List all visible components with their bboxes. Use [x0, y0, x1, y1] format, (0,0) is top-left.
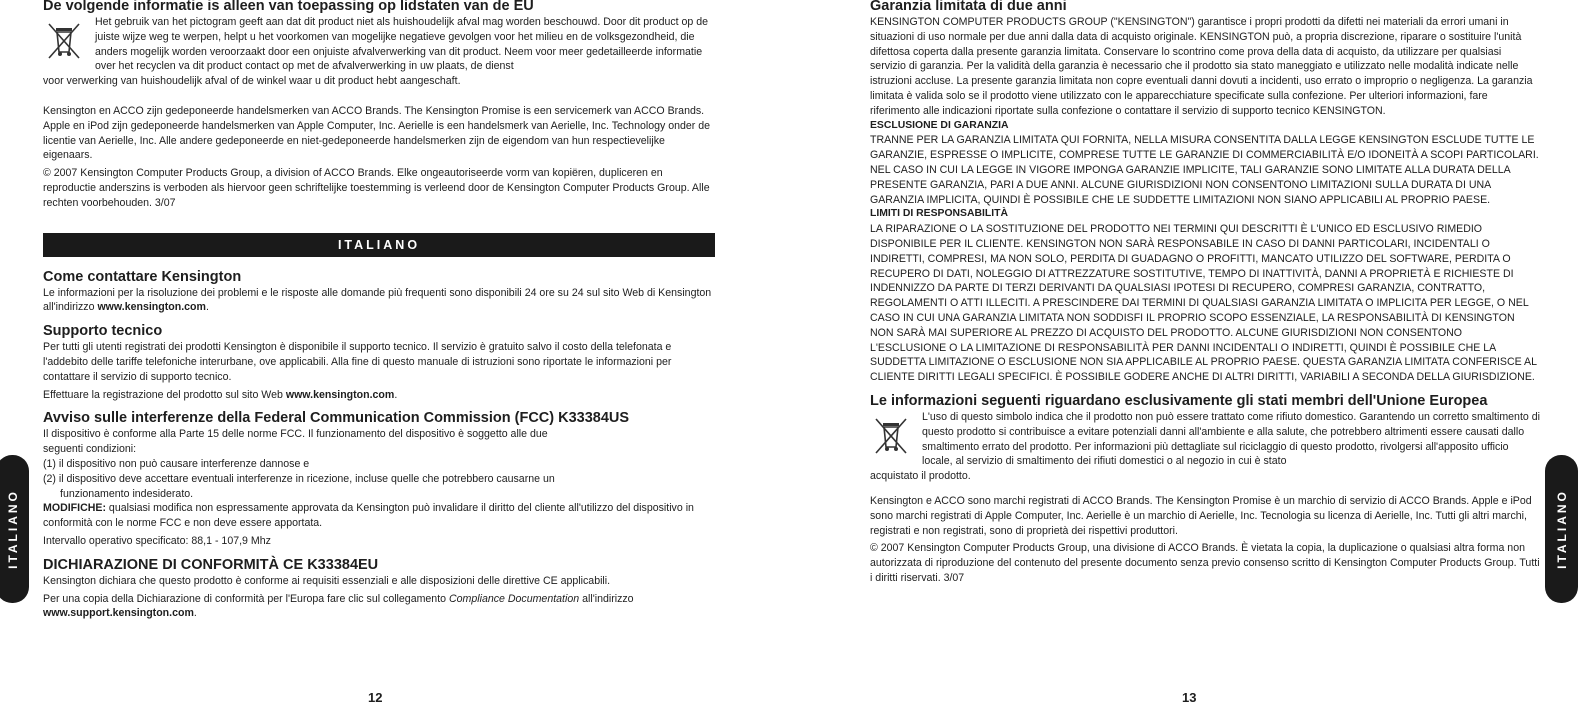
register-text: Effettuare la registrazione del prodotto sul sito Web www.kensington.com.	[43, 388, 398, 401]
liability-heading: LIMITI DI RESPONSABILITÀ	[870, 208, 1008, 220]
weee-heading-italian: Le informazioni seguenti riguardano esclusivamente gli stati membri dell'Unione Europea	[870, 392, 1488, 409]
exclusion-text: TRANNE PER LA GARANZIA LIMITATA QUI FORNITA, NELLA MISURA CONSENTITA DALLA LEGGE KENSINGTON ESCLUDE TUTTE LE GARANZIE, ESPRESSE O IMPLICITE, COMPRESE TUTTE LE GARANZIE DI COMMERCIABILITÀ E/O IDONEITÀ A SCOPI PARTICOLARI. NEL CASO IN CUI LA LEGGE IN VIGORE IMPONGA GARANZIE IMPLICITE, TALI GARANZIE SONO LIMITATE ALLA DURATA DELLA PRESENTE GARANZIA, PARI A DUE ANNI. ALCUNE GIURISDIZIONI NON CONSENTONO LIMITAZIONI SULLA DURATA DI UNA GARANZIA IMPLICITA, QUINDI È POSSIBILE CHE LE SUDDETTE LIMITAZIONI NON SIANO APPLICABILI AL PROPRIO PAESE.	[870, 134, 1539, 206]
language-bar: ITALIANO	[43, 233, 715, 257]
weee-heading-dutch: De volgende informatie is alleen van toepassing op lidstaten van de EU	[43, 0, 534, 14]
support-kensington-link[interactable]: www.support.kensington.com	[43, 607, 194, 620]
crossed-bin-icon	[870, 414, 912, 456]
weee-text-italian: L'uso di questo simbolo indica che il prodotto non può essere trattato come rifiuto domestico. Garantendo un corretto smaltimento di questo prodotto si contribuisce a evitare potenziali danni all'ambiente e alla salute, che potrebbero altrimenti essere causati dallo smaltimento errato del prodotto. Per informazioni più dettagliate sul riciclaggio di questo prodotto, rivolgersi all'apposito ufficio locale, al servizio di smaltimento dei rifiuti domestici o al negozio in cui è stato	[922, 410, 1540, 468]
fcc-condition-2: (2) il dispositivo deve accettare eventuali interferenze in ricezione, incluse quelle che potrebbero causarne un	[43, 472, 555, 485]
contact-text: Le informazioni per la risoluzione dei problemi e le risposte alle domande più frequenti sono disponibili 24 ore su 24 sul sito Web di Kensington all'indirizzo www.kensington.com.	[43, 286, 712, 314]
page-number-right: 13	[1182, 690, 1197, 705]
fcc-condition-1: (1) il dispositivo non può causare interferenze dannose e	[43, 457, 310, 470]
support-heading: Supporto tecnico	[43, 323, 163, 340]
liability-text: LA RIPARAZIONE O LA SOSTITUZIONE DEL PRODOTTO NEI TERMINI QUI DESCRITTI È L'UNICO ED ESCLUSIVO RIMEDIO DISPONIBILE PER IL CLIENTE. KENSINGTON NON SARÀ RESPONSABILE IN CASO DI DANNI PARTICOLARI, INCIDENTALI O INDIRETTI, COMPRESI, MA NON SOLO, PERDITA DI GUADAGNO O PROFITTI, MANCATO UTILIZZO DEL SOFTWARE, PERDITA O RECUPERO DI DATI, NOLEGGIO DI ATTREZZATURE SOSTITUTIVE, TEMPO DI INATTIVITÀ, DANNI A PROPRIETÀ E RICHIESTE DI INDENNIZZO DA PARTE DI TERZI DERIVANTI DA QUALSIASI IPOTESI DI RECUPERO, COMPRESI GARANZIA, CONTRATTO, REGOLAMENTI O ATTI ILLECITI. A PRESCINDERE DAI TERMINI DI QUALSIASI GARANZIA LIMITATA O IMPLICITA PER LEGGE, O NEL CASO IN CUI UNA GARANZIA LIMITATA NON SODDISFI IL PROPRIO SCOPO ESSENZIALE, LA RESPONSABILITÀ DI KENSINGTON NON SARÀ MAI SUPERIORE AL PREZZO DI ACQUISTO DEL PRODOTTO. ALCUNE GIURISDIZIONI NON CONSENTONO L'ESCLUSIONE O LA LIMITAZIONE DI RESPONSABILITÀ PER DANNI INCIDENTALI O INDIRETTI, QUINDI È POSSIBILE CHE LA SUDDETTA LIMITAZIONE O ESCLUSIONE NON SIA APPLICABILE AL PROPRIO PAESE. QUESTA GARANZIA LIMITATA CONFERISCE AL CLIENTE DIRITTI LEGALI SPECIFICI. È POSSIBILE GODERE ANCHE DI ALTRI DIRITTI, VARIABILI A SECONDA DELLA GIURISDIZIONE.	[870, 223, 1537, 384]
copyright-text-italian: © 2007 Kensington Computer Products Group, una divisione di ACCO Brands. È vietata la copia, la duplicazione o qualsiasi altra forma non autorizzata di riproduzione del contenuto del presente documento senza previo consenso scritto di Kensington Computer Products Group. Tutti i diritti riservati. 3/07	[870, 542, 1540, 584]
weee-text: Het gebruik van het pictogram geeft aan dat dit product niet als huishoudelijk afval mag worden beschouwd. Door dit product op de juiste wijze weg te werpen, helpt u het voorkomen van mogelijke negatieve gevolgen voor het milieu en de volksgezondheid, die anders mogelijk worden veroorzaakt door een onjuiste afvalverwerking van dit product. Neem voor meer gedetailleerde informatie over het recyclen va dit product contact op met de afvalverwerking in uw plaats, de dienst	[95, 16, 709, 73]
side-tab-right: ITALIANO	[1545, 455, 1578, 603]
fcc-range: Intervallo operativo specificato: 88,1 - 107,9 Mhz	[43, 534, 271, 547]
fcc-condition-2-cont: funzionamento indesiderato.	[60, 487, 194, 500]
ce-text: Kensington dichiara che questo prodotto è conforme ai requisiti essenziali e alle disposizioni delle direttive CE applicabili.	[43, 574, 611, 587]
page-number-left: 12	[368, 690, 383, 705]
trademarks-text-italian: Kensington e ACCO sono marchi registrati di ACCO Brands. The Kensington Promise è un marchio di servizio di ACCO Brands. Apple e iPod sono marchi registrati di Apple Computer, Inc. Aerielle è un marchio di Aerielle, Inc. Tecnologia su licenza di Aerielle, Inc. Tutti gli altri marchi, registrati e non registrati, sono di proprietà dei rispettivi produttori.	[870, 494, 1532, 537]
fcc-modifications: MODIFICHE: qualsiasi modifica non espressamente approvata da Kensington può invalidare il diritto del cliente all'utilizzo del dispositivo in conformità con le norme FCC e non deve essere apportata.	[43, 502, 694, 530]
weee-text-cont: voor verwerking van huishoudelijk afval of de winkel waar u dit product hebt aangeschaft.	[43, 75, 461, 88]
warranty-heading: Garanzia limitata di due anni	[870, 0, 1067, 14]
ce-copy-text: Per una copia della Dichiarazione di conformità per l'Europa fare clic sul collegamento Compliance Documentation all'indirizzo www.support.kensington.com.	[43, 592, 634, 620]
contact-heading: Come contattare Kensington	[43, 268, 242, 285]
side-tab-left: ITALIANO	[0, 455, 29, 603]
crossed-bin-icon	[43, 19, 85, 61]
copyright-text: © 2007 Kensington Computer Products Group, a division of ACCO Brands. Elke ongeautoriseerde vorm van kopiëren, dupliceren en reproductie anderszins is verboden als hiervoor geen schriftelijke toestemming is verleend door de Kensington Computer Products Group. Alle rechten voorbehouden. 3/07	[43, 167, 710, 209]
right-page	[870, 0, 1540, 586]
ce-heading: DICHIARAZIONE DI CONFORMITÀ CE K33384EU	[43, 556, 379, 573]
weee-block	[43, 15, 715, 74]
fcc-intro: Il dispositivo è conforme alla Parte 15 delle norme FCC. Il funzionamento del dispositivo è soggetto alle due seguenti condizioni:	[43, 428, 548, 456]
fcc-heading: Avviso sulle interferenze della Federal Communication Commission (FCC) K33384US	[43, 410, 630, 427]
weee-text-italian-cont: acquistato il prodotto.	[870, 470, 971, 483]
register-link[interactable]: www.kensington.com	[285, 388, 395, 401]
warranty-text: KENSINGTON COMPUTER PRODUCTS GROUP ("KENSINGTON") garantisce i propri prodotti da difetti nei materiali da errori umani in situazioni di uso normale per due anni dalla data di acquisto originale. KENSINGTON può, a propria discrezione, riparare o sostituire l'unità difettosa coperta dalla presente garanzia limitata. Conservare lo scontrino come prova della data di acquisto, da utilizzare per qualsiasi servizio di garanzia. Per la validità della garanzia è necessario che il prodotto sia stato maneggiato e utilizzato nelle modalità indicate nelle istruzioni accluse. La presente garanzia limitata non copre eventuali danni dovuti a incidenti, uso errato o improprio o negligenza. La garanzia limitata è valida solo se il prodotto viene utilizzato con le apparecchiature specificate sulla confezione. Per ulteriori informazioni, fare riferimento alle indicazioni riportate sulla confezione o contattare il servizio di supporto tecnico KENSINGTON.	[870, 16, 1533, 117]
weee-block-italian	[870, 410, 1540, 469]
support-text: Per tutti gli utenti registrati dei prodotti Kensington è disponibile il supporto tecnico. Il servizio è gratuito salvo il costo della telefonata e l'addebito delle tariffe telefoniche interurbane, ove applicabili. Alla fine di questo manuale di istruzioni sono riportate le informazioni per contattare il servizio di supporto tecnico.	[43, 341, 672, 383]
trademarks-text: Kensington en ACCO zijn gedeponeerde handelsmerken van ACCO Brands. The Kensington Promise is een servicemerk van ACCO Brands. Apple en iPod zijn gedeponeerde handelsmerken van Apple Computer, Inc. Aerielle is een handelsmerk van Aerielle, Inc. Technology onder de licentie van Aerielle, Inc. Alle andere gedeponeerde en niet-gedeponeerde handelsmerken zijn de eigendom van hun respectievelijke eigenaars.	[43, 104, 711, 162]
left-page	[43, 0, 715, 621]
exclusion-heading: ESCLUSIONE DI GARANZIA	[870, 119, 1009, 131]
kensington-link[interactable]: www.kensington.com	[97, 301, 206, 314]
